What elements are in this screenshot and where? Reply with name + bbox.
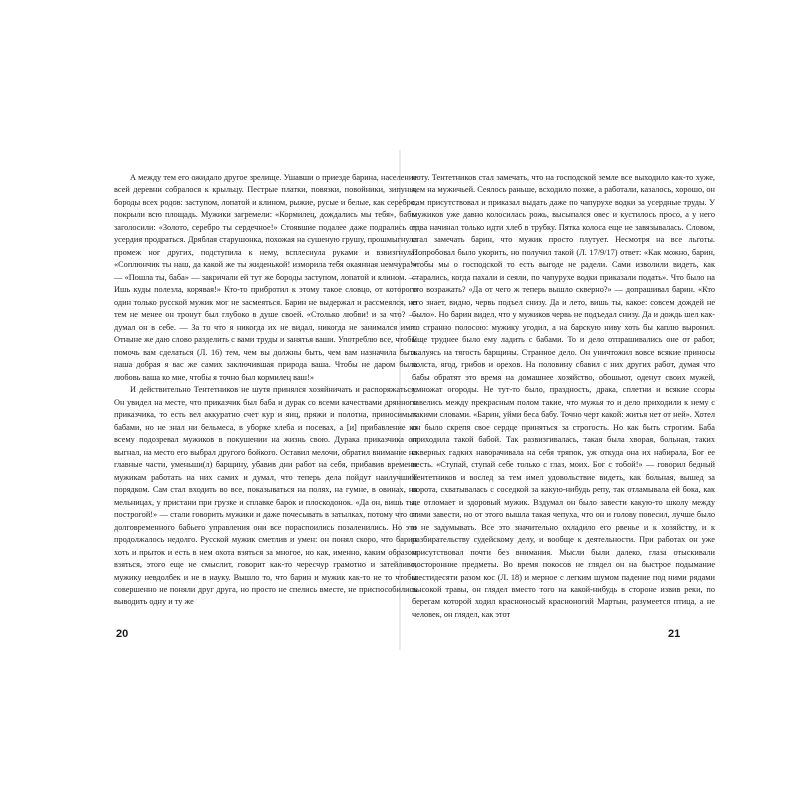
left-page-number: 20	[116, 628, 129, 640]
right-page-number: 21	[668, 628, 681, 640]
right-page	[412, 172, 715, 644]
left-paragraph-2: И действительно Тентетников не шутя принялся хозяйничать и распоряжаться. Он увидел на месте, что приказчик был баба и дурак со всеми качествами дрянного приказчика, то есть вел аккуратно счет кур и яиц, пряжи и полотна, приносимых бабами, но не знал ни бельмеса, в уборке хлеба и посевах, а [и] прибавление ко всему подозревал мужиков в покушении на жизнь свою. Дурака приказчика он выгнал, на место его выбрал другого бойкого. Оставил мелочи, обратил внимание на главные части, уменьши(л) барщину, убавив дни работ на себя, прибавив времени мужикам работать на них самих и думал, что теперь дела пойдут наилучшим порядком. Сам стал входить во все, показываться на полях, на гумне, в овинах, на мельницах, у пристани при грузке и сплавке барок и плоскодонок. «Да он, вишь ты, построгой!» — стали говорить мужики и даже почесывать в затылках, потому что от долговременного бабьего управления они все пораспоились позаленились. Но это продолжалось недолго. Русской мужик сметлив и умен: он понял скоро, что барин хоть и прыток и есть в нем охота взяться за многое, но как, именно, каким образом взяться, этого еще не смыслит, говорит как-то чересчур грамотно и затейливо, мужику невдолбек и не в науку. Вышло то, что барин и мужик как-то не то чтобы совершенно не поняли друг друга, но просто не спелись вместе, не приспособились выводить одну и ту же	[114, 385, 417, 607]
left-paragraph-1: А между тем его ожидало другое зрелище. Ушавши о приезде барина, население всей деревни собралося к крыльцу. Пестрые платки, повязки, повойники, зипуны, бороды всех родов: заступом, лопатой и клином, рыжие, русые и белые, как серебро, покрыли всю площадь. Мужики загремели: «Кормилец, дождались мы тебя», бабы заголосили: «Золото, серебро ты сердечное!» Стоявшие подалее даже подрались от усердия продраться. Дряблая старушонка, похожая на сушеную грушу, прошмыгнула промеж ног других, подступила к нему, всплеснула руками и взвизгнула: «Соплюнчик ты наш, да какой же ты жиденькой! изморила тебя окаянная немчура!» — «Пошла ты, баба» — закричали ей тут же бороды заступом, лопатой и клином. — Ишь куды полезла, корявая!» Кто-то прибротил к этому такое словцо, от которого один только русской мужик мог не засмеяться. Барин не выдержал и рассмеялся, но тем не менее он тронут был глубоко в душе своей. «Столько любви! и за что? — думал он в себе. — За то что я никогда их не видал, никогда не занимался ими. Отныне же даю слово разделить с вами труды и занятья ваши. Употреблю все, чтобы помочь вам сделаться (Л. 16) тем, чем вы должны быть, чем вам назначила быть наша добрая я вас же самих заключившая природа ваша. Чтобы не даром была любовь ваша ко мне, чтобы я точно был кормилец ваш!»	[114, 173, 417, 382]
right-paragraph-1: ноту. Тентетников стал замечать, что на господской земле все выходило как-то хуже, чем на мужичьей. Сеялось раньше, всходило позже, а работали, казалось, хорошо, он сам присутствовал и приказал выдать даже по чапурухе водки за усердные труды. У мужиков уже давно колосилась рожь, высыпался овес и кустилось просо, а у него едва начинал только идти хлеб в трубку. Пятка колоса еще не завязывалась. Словом, стал замечать барин, что мужик просто плутует. Несмотря на все льготы. Попробовал было укорить, но получил такой (Л. 17/9/17) ответ: «Как можно, барин, чтобы мы о господской то есть выгоде не радели. Сами изволили видеть, как старались, когда пахали и сеяли, по чапурухе водки приказали подать». Что было на это возражать? «Да от чего ж теперь вышло скверно?» — допрашивал барин. «Кто его знает, видно, червь подъел снизу. Да и лето, вишь ты, какое: совсем дождей не было». Но барин видел, что у мужиков червь не подъедал снизу. Да и дождь шел как-то странно полосою: мужику угодил, а на барскую ниву хоть бы каплю выронил. Еще труднее было ему ладить с бабами. То и дело отпрашивались оне от работ, жалуясь на тягость барщины. Странное дело. Он уничтожил вовсе всякие приносы холста, ягод, грибов и орехов. На половину сбавил с них других работ, думая что бабы обратят это время на домашнее хозяйство, обошьют, оденут своих мужей, умножат огороды. Не тут-то было, праздность, драка, сплетни и всякие ссоры завелись между прекрасным полом такие, что мужья то и дело приходили к нему с такими словами. «Барин, уйми беса бабу. Точно черт какой: житья нет от ней». Хотел он было скрепя свое сердце приняться за строгость. Но как быть строгим. Баба приходила такой бабой. Так развизгивалась, такая была хворая, больная, таких скверных гадких наворачивала на себя тряпок, уж откуда она их набирала, Бог ее весть. «Ступай, ступай себе только с глаз, моих. Бог с тобой!» — говорил бедный Тентетников и вослед за тем имел удовольствие видеть, как больная, вышед за ворота, схватывалась с соседкой за какую-нибудь репу, так отламывала ей бока, как не отломает и здоровый мужик. Вздумал он было завести какую-то школу между ними завести, но от этого вышла такая чепуха, что он и голову повесил, лучше было и не задумывать. Все это значительно охладило его рвенье и к хозяйству, и к разбирательству судейскому делу, и вообще к деятельности. При работах он уже присутствовал почти без внимания. Мысли были далеко, глаза отыскивали посторонние предметы. Во время покосов не глядел он на быстрое подымание шестидесяти разом кос (Л. 18) и мерное с легким шумом падение под ними рядами высокой травы, он глядел вместо того на какой-нибудь в стороне извив реки, по берегам которой ходил красноносый красноногий Мартын, разумеется птица, а не человек, он глядел, как этот	[412, 173, 715, 619]
left-page	[114, 172, 417, 644]
